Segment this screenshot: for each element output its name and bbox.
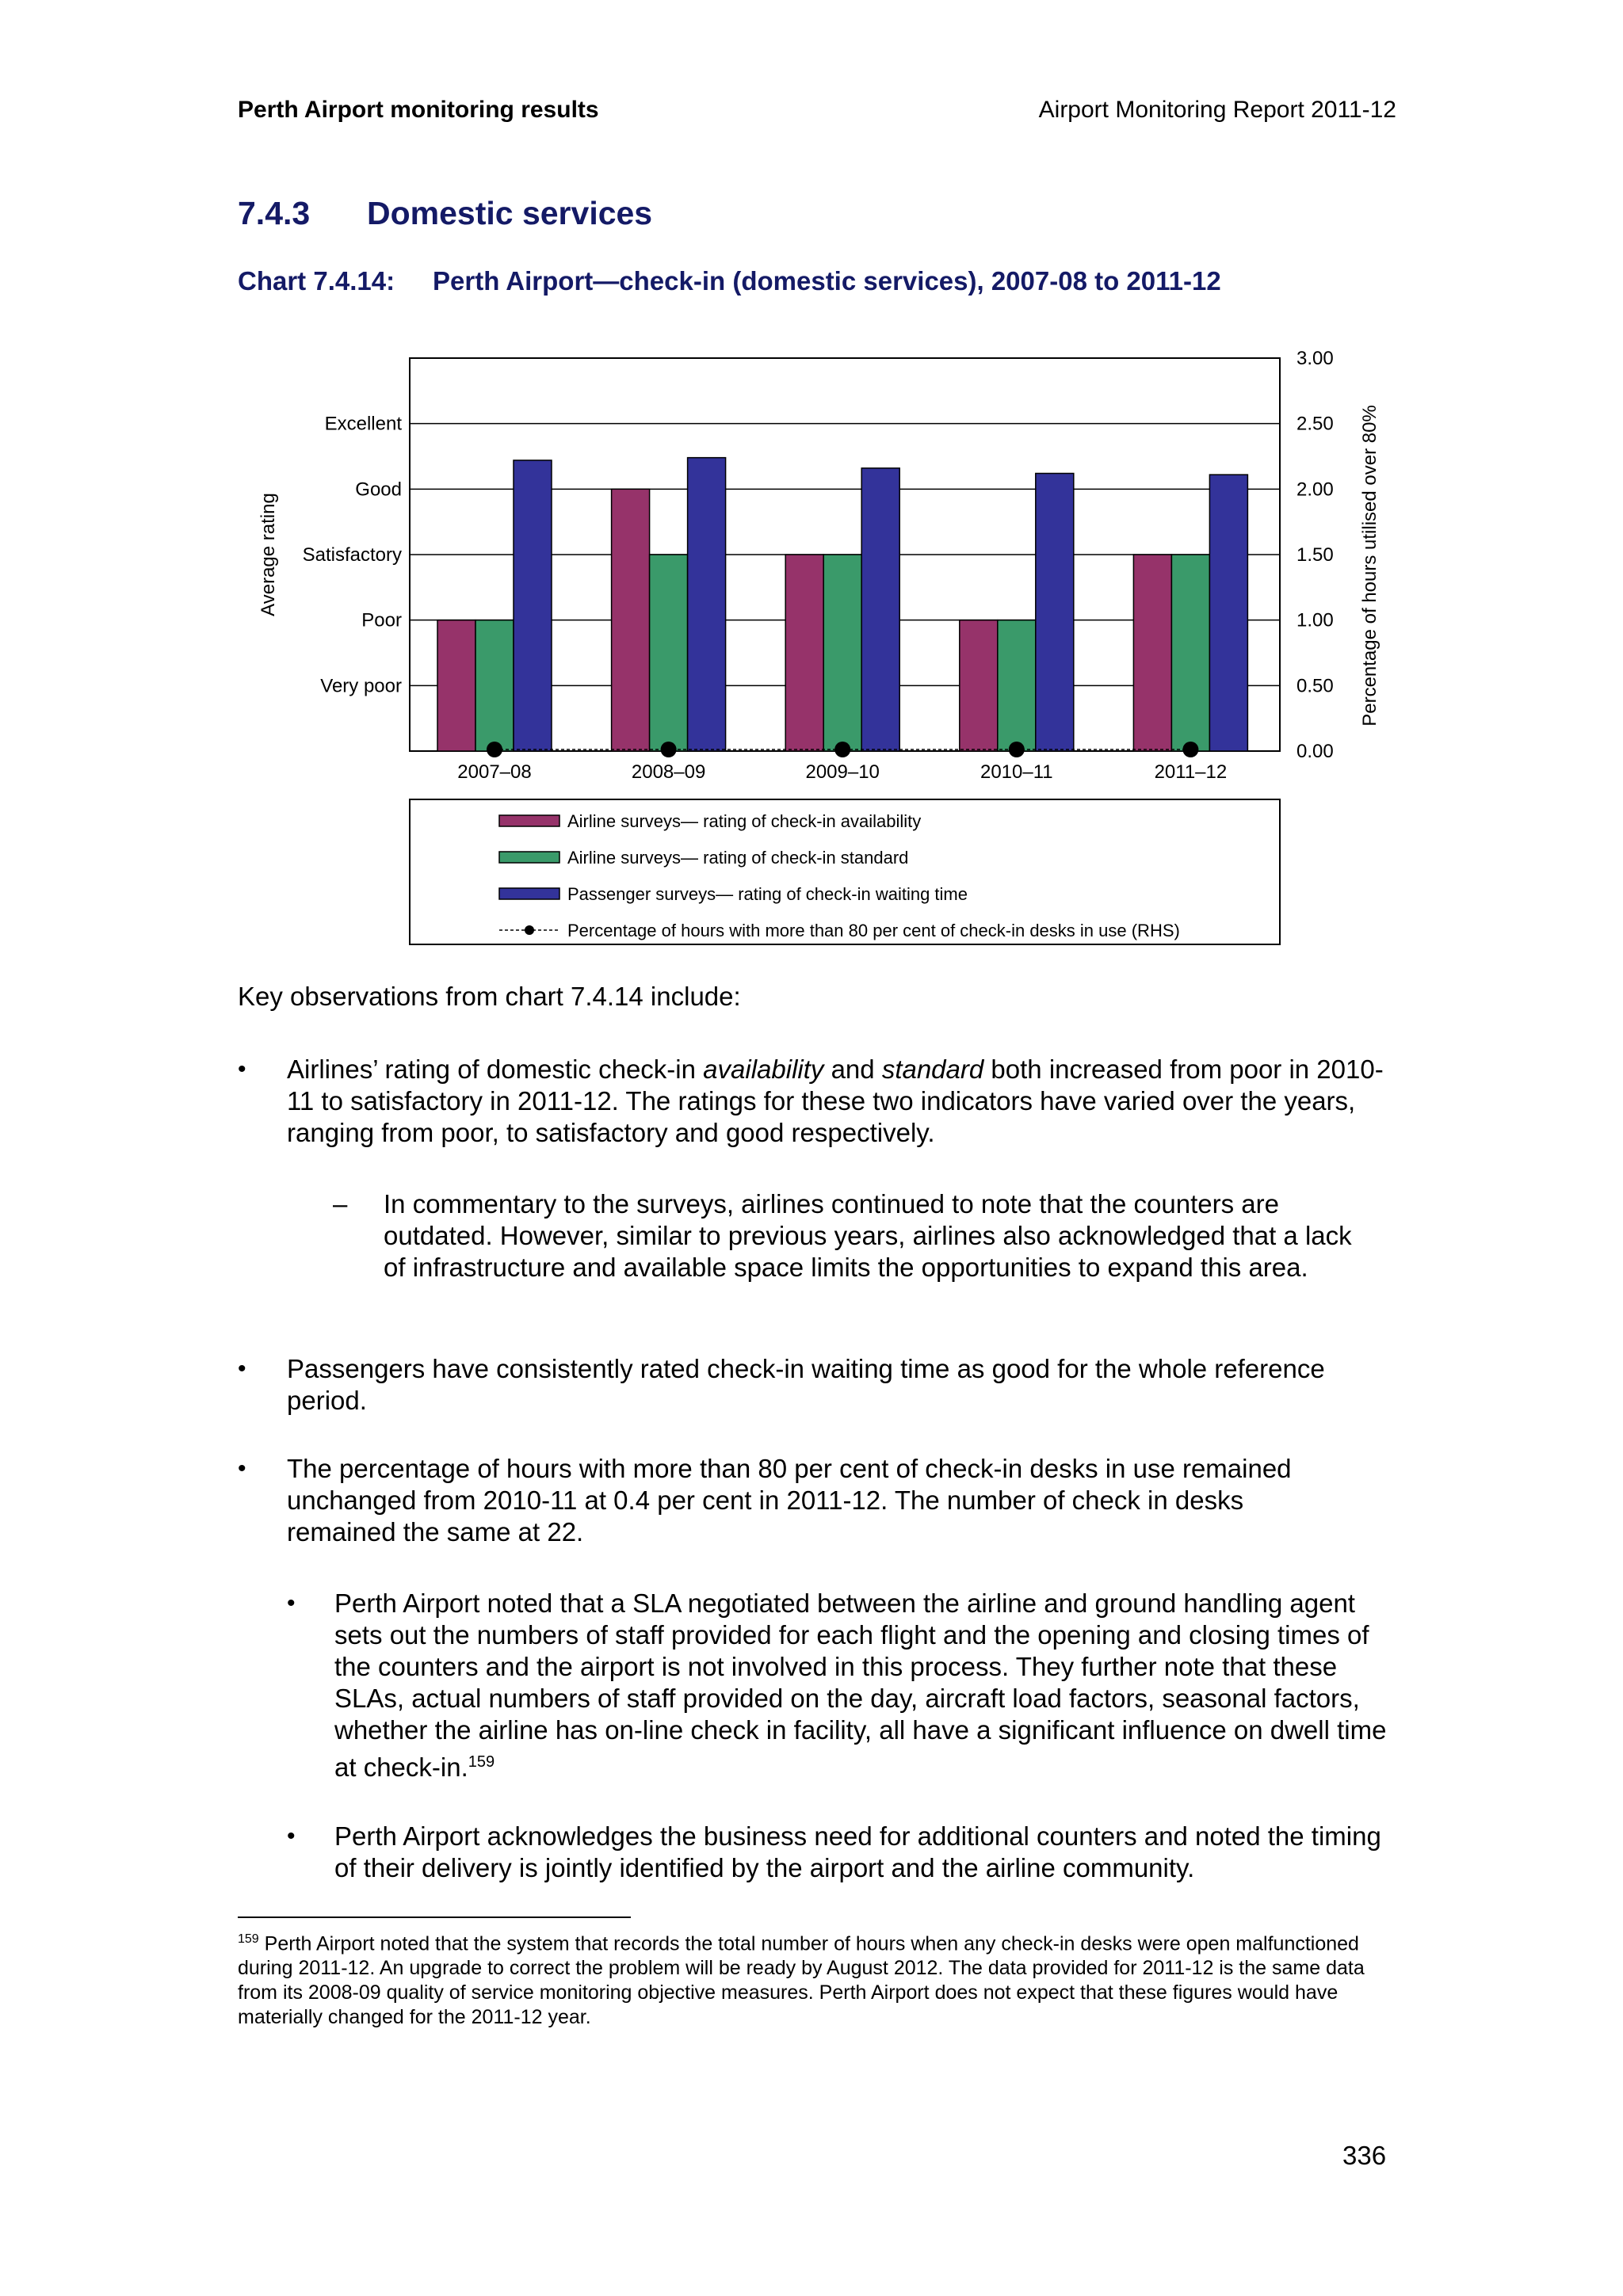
bullet-1-part: Airlines’ rating of domestic check-in xyxy=(287,1055,704,1084)
left-axis-labels xyxy=(303,414,403,697)
left-axis-label: Good xyxy=(355,479,402,501)
sub-bullet-1-text xyxy=(334,1588,1396,1783)
bullet-glyph: • xyxy=(238,1356,246,1382)
running-header-right: Airport Monitoring Report 2011-12 xyxy=(1038,97,1396,123)
bar xyxy=(1133,555,1171,751)
x-axis-label: 2009–10 xyxy=(805,761,880,783)
bullet-glyph: • xyxy=(287,1823,296,1849)
right-axis-tick: 1.00 xyxy=(1296,609,1334,631)
right-axis-tick: 0.00 xyxy=(1296,741,1334,762)
legend xyxy=(499,811,1180,940)
left-axis-title: Average rating xyxy=(258,493,279,616)
bar xyxy=(1171,555,1209,751)
bars xyxy=(437,458,1247,751)
x-axis-label: 2010–11 xyxy=(980,761,1053,783)
footnote-number: 159 xyxy=(238,1932,259,1946)
legend-label: Passenger surveys— rating of check-in waiting time xyxy=(567,884,968,904)
section-number: 7.4.3 xyxy=(238,195,311,231)
left-axis-label: Very poor xyxy=(320,675,402,697)
bar xyxy=(612,489,650,751)
right-axis-tick: 1.50 xyxy=(1296,544,1334,566)
left-axis-label: Satisfactory xyxy=(302,544,402,566)
footnote-reference: 159 xyxy=(468,1753,495,1771)
rhs-point xyxy=(834,742,850,757)
bar xyxy=(960,620,998,751)
check-in-chart xyxy=(0,0,1623,974)
legend-swatch xyxy=(499,815,559,826)
dash-item-text: In commentary to the surveys, airlines continued to note that the counters are outdated. However, similar to previous years, airlines also acknowledged that a lack of infrastructure and available space limits the opportunities to expand this area. xyxy=(384,1189,1352,1282)
running-header-left: Perth Airport monitoring results xyxy=(238,97,599,123)
rhs-point xyxy=(1182,742,1198,757)
dash-glyph: – xyxy=(333,1189,348,1219)
rhs-point xyxy=(1009,742,1025,757)
footnote-text: Perth Airport noted that the system that records the total number of hours when any check-in desks were open malfunctioned during 2011-12. An upgrade to correct the problem will be ready by August 2012. The data provided for 2011-12 is the same data from its 2008-09 quality of service monitoring objective measures. Perth Airport does not expect that these figures would have materially changed for the 2011-12 year. xyxy=(238,1932,1365,2029)
bar xyxy=(514,460,552,751)
bullet-1-emphasis-availability: availability xyxy=(703,1055,824,1084)
footnote xyxy=(238,1927,1387,2030)
x-axis-labels xyxy=(457,761,1227,783)
legend-swatch xyxy=(499,852,559,863)
legend-label: Percentage of hours with more than 80 per cent of check-in desks in use (RHS) xyxy=(567,921,1180,940)
bar xyxy=(688,458,726,751)
bar xyxy=(998,620,1036,751)
bar xyxy=(437,620,475,751)
legend-swatch-marker xyxy=(525,925,534,935)
x-axis-label: 2011–12 xyxy=(1154,761,1228,783)
bar xyxy=(785,555,823,751)
legend-label: Airline surveys— rating of check-in availability xyxy=(567,811,922,831)
left-axis-label: Excellent xyxy=(324,413,402,435)
bullet-1-part: both increased from poor in 2010-11 to satisfactory in 2011-12. The ratings for these two indicators have varied over the years, ranging from poor, to satisfactory and good respectively. xyxy=(287,1055,1384,1147)
bullet-glyph: • xyxy=(238,1056,246,1082)
section-title: Domestic services xyxy=(367,195,653,231)
legend-label: Airline surveys— rating of check-in standard xyxy=(567,848,909,868)
right-axis-tick: 2.50 xyxy=(1296,413,1334,435)
bullet-2-text: Passengers have consistently rated check-in waiting time as good for the whole reference period. xyxy=(287,1354,1325,1415)
left-axis-label: Poor xyxy=(361,609,402,631)
page-number: 336 xyxy=(1342,2141,1387,2170)
right-axis-title: Percentage of hours utilised over 80% xyxy=(1359,405,1381,727)
key-observations-intro: Key observations from chart 7.4.14 include: xyxy=(238,982,741,1011)
rhs-line-series xyxy=(487,742,1198,757)
bullet-1-text xyxy=(287,1054,1388,1149)
bar xyxy=(823,555,861,751)
sub-bullet-1-body: Perth Airport noted that a SLA negotiated between the airline and ground handling agent sets out the numbers of staff provided for each flight and the opening and closing times of the counters and the airport is not involved in this process. They further note that these SLAs, actual numbers of staff provided on the day, aircraft load factors, seasonal factors, whether the airline has on-line check in facility, all have a significant influence on dwell time at check-in. xyxy=(334,1589,1387,1782)
bar xyxy=(650,555,688,751)
right-axis-tick: 0.50 xyxy=(1296,675,1334,697)
sub-bullet-2-text: Perth Airport acknowledges the business need for additional counters and noted the timing of their delivery is jointly identified by the airport and the airline community. xyxy=(334,1821,1381,1882)
rhs-point xyxy=(487,742,502,757)
right-axis-tick: 2.00 xyxy=(1296,479,1334,501)
right-axis-ticks xyxy=(1296,348,1334,762)
bullet-1-part: and xyxy=(823,1055,882,1084)
footnote-rule xyxy=(238,1917,631,1918)
bar xyxy=(475,620,514,751)
bar xyxy=(1209,475,1247,751)
x-axis-label: 2008–09 xyxy=(631,761,706,783)
chart-caption-title: Perth Airport—check-in (domestic services), 2007-08 to 2011-12 xyxy=(433,266,1221,296)
x-axis-label: 2007–08 xyxy=(457,761,532,783)
bar xyxy=(1036,473,1074,751)
bar xyxy=(861,468,899,751)
bullet-glyph: • xyxy=(238,1455,246,1482)
right-axis-tick: 3.00 xyxy=(1296,348,1334,369)
bullet-3-text: The percentage of hours with more than 80 per cent of check-in desks in use remained unchanged from 2010-11 at 0.4 per cent in 2011-12. The number of check in desks remained the same at 22. xyxy=(287,1454,1292,1547)
chart-caption-label: Chart 7.4.14: xyxy=(238,266,395,296)
bullet-1-emphasis-standard: standard xyxy=(881,1055,984,1084)
bullet-glyph: • xyxy=(287,1590,296,1616)
legend-swatch xyxy=(499,888,559,899)
rhs-point xyxy=(661,742,677,757)
